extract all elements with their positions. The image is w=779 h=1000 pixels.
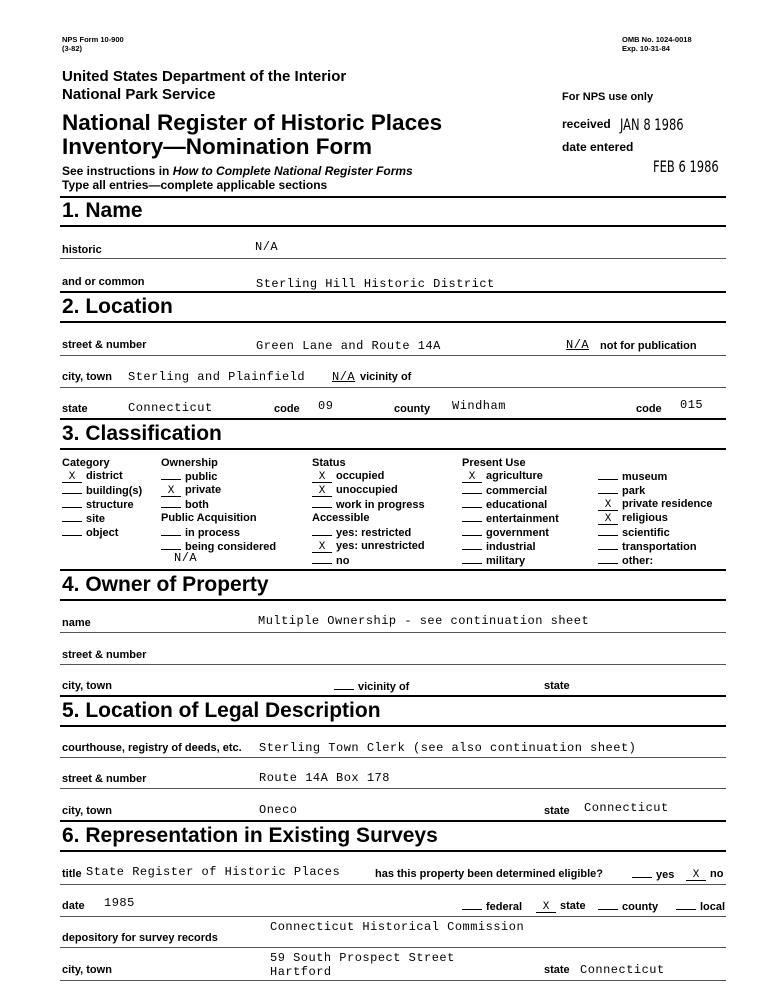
category-label: structure [86,499,134,511]
present-use-option [598,526,670,539]
field-line [60,757,726,758]
section-rule [60,196,726,198]
survey-state-label: state [560,900,586,912]
category-label: building(s) [86,485,143,497]
omb-expiration: Exp. 10-31-84 [622,44,670,53]
status-label: occupied [336,470,385,482]
instructions-prefix: See instructions in [62,164,173,178]
eligible-no-mark: X [686,871,706,881]
eligible-yes-label: yes [656,869,675,881]
present-use-label: commercial [486,485,548,497]
present-use-mark [598,484,618,494]
status-mark [312,498,332,508]
ownership-header: Ownership [161,457,218,469]
owner-name-label: name [62,617,91,629]
section-rule [60,569,726,571]
category-option [62,498,134,511]
instructions-line1 [62,164,413,178]
date-entered-stamp: FEB 6 1986 [653,157,719,176]
survey-county [598,900,658,913]
section-3-heading: 3. Classification [62,422,222,445]
field-line [60,664,726,665]
depository-value: Connecticut Historical Commission [270,920,525,934]
date-entered-label: date entered [562,140,634,154]
field-line [60,258,726,259]
depository-label: depository for survey records [62,932,218,944]
common-name-label: and or common [62,276,145,288]
present-use-mark [462,526,482,536]
not-for-publication-value: N/A [566,338,590,352]
present-use-mark [598,554,618,564]
field-line [60,884,726,885]
status-option [312,470,384,483]
survey-date-label: date [62,900,85,912]
present-use-label: park [622,485,646,497]
acquisition-mark [161,526,181,536]
acquisition-mark [161,540,181,550]
instructions-line2: Type all entries—complete applicable sections [62,178,328,192]
common-name-value: Sterling Hill Historic District [256,277,495,291]
owner-state-label: state [544,680,570,692]
category-mark [62,484,82,494]
eligible-question: has this property been determined eligible? [375,868,603,880]
survey-local [676,900,725,913]
vicinity-label: vicinity of [360,371,412,383]
accessible-label: no [336,555,350,567]
acquisition-header: Public Acquisition [161,512,257,524]
legal-city-label: city, town [62,805,112,817]
location-street-label: street & number [62,339,147,351]
ownership-label: both [185,499,209,511]
field-line [60,632,726,633]
eligible-no-label: no [710,868,724,880]
field-line [60,980,726,981]
accessible-mark: X [312,543,332,553]
location-state-value: Connecticut [128,401,213,415]
state-code-label: code [274,403,300,415]
service-name: National Park Service [62,86,216,103]
present-use-mark [462,484,482,494]
status-option [312,498,425,511]
category-option [62,470,123,483]
legal-city-value: Oneco [259,803,298,817]
present-use-mark: X [598,501,618,511]
section-5-heading: 5. Location of Legal Description [62,699,381,722]
section-2-heading: 2. Location [62,295,173,318]
present-use-option [462,470,543,483]
not-for-publication-label: not for publication [600,340,697,352]
field-line [60,387,726,388]
accessible-header: Accessible [312,512,370,524]
status-option [312,484,398,497]
acquisition-label: being considered [185,541,277,553]
present-use-mark: X [462,473,482,483]
county-code-value: 015 [680,398,704,412]
instructions-guide-title: How to Complete National Register Forms [172,164,413,178]
present-use-label: scientific [622,527,670,539]
accessible-label: yes: unrestricted [336,540,425,552]
accessible-option [312,554,349,567]
present-use-mark [462,498,482,508]
section-rule [60,599,726,601]
depository-state-label: state [544,964,570,976]
category-option [62,484,142,497]
survey-local-mark [676,900,696,910]
section-rule [60,725,726,727]
present-use-mark [598,526,618,536]
depository-address-line2: Hartford [270,965,332,979]
form-revision: (3-82) [62,44,83,53]
courthouse-value: Sterling Town Clerk (see also continuation sheet) [259,741,637,755]
present-use-mark [462,540,482,550]
present-use-option [598,540,697,553]
present-use-mark: X [598,515,618,525]
present-use-option [462,540,536,553]
present-use-label: military [486,555,526,567]
county-value: Windham [452,399,506,413]
accessible-option [312,526,411,539]
legal-state-value: Connecticut [584,801,669,815]
ownership-label: public [185,471,218,483]
ownership-option [161,470,217,483]
survey-title-value: State Register of Historic Places [86,865,341,879]
present-use-label: agriculture [486,470,543,482]
survey-federal-label: federal [486,901,523,913]
ownership-mark: X [161,487,181,497]
field-line [60,947,726,948]
received-stamp: JAN 8 1986 [620,115,684,134]
section-rule [60,820,726,822]
status-mark: X [312,473,332,483]
category-option [62,526,118,539]
received-label: received [562,117,611,131]
vicinity-value: N/A [332,370,356,384]
survey-federal-mark [462,900,482,910]
status-label: work in progress [336,499,425,511]
legal-state-label: state [544,805,570,817]
category-label: district [86,470,123,482]
present-use-option [462,512,559,525]
owner-street-label: street & number [62,649,147,661]
present-use-option [598,512,668,525]
present-use-mark [462,554,482,564]
owner-name-value: Multiple Ownership - see continuation sheet [258,614,590,628]
section-rule [60,695,726,697]
acquisition-label: in process [185,527,241,539]
present-use-mark [462,512,482,522]
acquisition-option [161,526,240,539]
category-option [62,512,105,525]
section-rule [60,291,726,293]
ownership-mark [161,470,181,480]
present-use-label: government [486,527,549,539]
accessible-option [312,540,425,553]
accessible-label: yes: restricted [336,527,412,539]
county-code-label: code [636,403,662,415]
category-mark [62,526,82,536]
survey-county-label: county [622,901,659,913]
eligible-yes-mark [632,868,652,878]
historic-value: N/A [255,240,279,254]
state-code-value: 09 [318,399,334,413]
owner-vicinity-mark [334,680,354,690]
status-mark: X [312,487,332,497]
section-1-heading: 1. Name [62,199,143,222]
ownership-label: private [185,484,222,496]
section-4-heading: 4. Owner of Property [62,573,269,596]
present-use-label: transportation [622,541,697,553]
present-use-option [462,484,547,497]
owner-city-label: city, town [62,680,112,692]
section-rule [60,418,726,420]
present-use-label: entertainment [486,513,559,525]
acquisition-note: N/A [174,551,198,565]
depository-city-label: city, town [62,964,112,976]
form-number: NPS Form 10-900 [62,35,124,44]
section-rule [60,850,726,852]
county-label: county [394,403,431,415]
department-name: United States Department of the Interior [62,68,347,85]
category-mark: X [62,473,82,483]
section-6-heading: 6. Representation in Existing Surveys [62,824,438,847]
present-use-option [462,526,549,539]
depository-address-line1: 59 South Prospect Street [270,951,455,965]
present-use-option [598,554,653,567]
form-title-line1: National Register of Historic Places [62,110,443,135]
field-line [60,355,726,356]
present-use-label: private residence [622,498,713,510]
section-rule [60,448,726,450]
ownership-mark [161,498,181,508]
nps-use-header: For NPS use only [562,91,654,103]
depository-state-value: Connecticut [580,963,665,977]
category-label: object [86,527,119,539]
survey-county-mark [598,900,618,910]
present-use-option [598,470,667,483]
present-use-option [598,498,713,511]
location-street-value: Green Lane and Route 14A [256,339,441,353]
survey-date-value: 1985 [104,896,135,910]
ownership-option [161,498,209,511]
category-mark [62,512,82,522]
present-use-label: museum [622,471,668,483]
category-label: site [86,513,105,525]
historic-label: historic [62,244,102,256]
present-use-label: religious [622,512,668,524]
accessible-mark [312,526,332,536]
survey-state-mark: X [536,903,556,913]
courthouse-label: courthouse, registry of deeds, etc. [62,742,242,754]
present-use-mark [598,540,618,550]
legal-street-label: street & number [62,773,147,785]
present-use-option [598,484,645,497]
location-city-label: city, town [62,371,112,383]
present-use-option [462,554,525,567]
category-header: Category [62,457,110,469]
eligible-no [686,868,723,881]
field-line [60,916,726,917]
survey-state [536,900,586,913]
present-use-label: other: [622,555,654,567]
survey-title-label: title [62,868,82,880]
location-state-label: state [62,403,88,415]
category-mark [62,498,82,508]
status-label: unoccupied [336,484,398,496]
survey-local-label: local [700,901,726,913]
present-use-label: industrial [486,541,536,553]
legal-street-value: Route 14A Box 178 [259,771,390,785]
omb-number: OMB No. 1024-0018 [622,35,692,44]
accessible-mark [312,554,332,564]
owner-vicinity [334,680,409,693]
present-use-label: educational [486,499,548,511]
owner-vicinity-label: vicinity of [358,681,410,693]
present-use-header: Present Use [462,457,526,469]
ownership-option [161,484,221,497]
survey-federal [462,900,522,913]
status-header: Status [312,457,346,469]
location-city-value: Sterling and Plainfield [128,370,306,384]
form-title-line2: Inventory—Nomination Form [62,134,373,159]
field-line [60,788,726,789]
eligible-yes [632,868,674,881]
present-use-option [462,498,547,511]
present-use-mark [598,470,618,480]
section-rule [60,225,726,227]
section-rule [60,321,726,323]
